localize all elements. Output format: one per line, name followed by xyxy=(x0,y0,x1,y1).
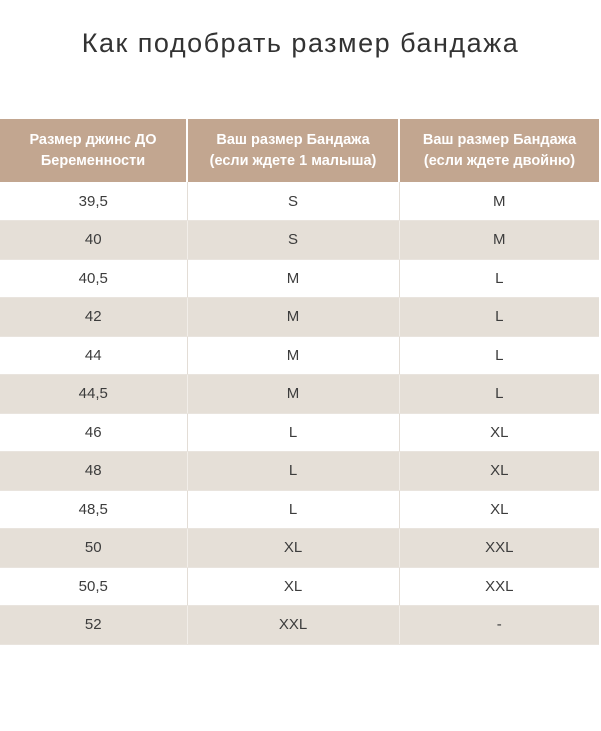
cell-jeans-size: 48 xyxy=(0,452,187,491)
cell-single-baby-size: XL xyxy=(187,567,399,606)
header-line: Ваш размер Бандажа xyxy=(216,131,370,148)
header-line: (если ждете двойню) xyxy=(423,152,576,169)
cell-jeans-size: 42 xyxy=(0,298,187,337)
cell-jeans-size: 50,5 xyxy=(0,567,187,606)
table-row xyxy=(0,567,599,606)
cell-twins-size: M xyxy=(399,182,599,221)
cell-twins-size: M xyxy=(399,221,599,260)
table-row xyxy=(0,298,599,337)
cell-single-baby-size: M xyxy=(187,298,399,337)
cell-jeans-size: 39,5 xyxy=(0,182,187,221)
cell-jeans-size: 50 xyxy=(0,529,187,568)
cell-single-baby-size: M xyxy=(187,259,399,298)
cell-twins-size: XL xyxy=(399,490,599,529)
cell-twins-size: XL xyxy=(399,452,599,491)
cell-twins-size: XL xyxy=(399,413,599,452)
header-line: (если ждете 1 малыша) xyxy=(209,152,377,169)
page-title: Как подобрать размер бандажа xyxy=(81,28,520,58)
table-row xyxy=(0,606,599,645)
cell-jeans-size: 52 xyxy=(0,606,187,645)
table-row xyxy=(0,529,599,568)
size-chart-table xyxy=(0,119,599,645)
table-header-row xyxy=(0,119,599,182)
cell-twins-size: L xyxy=(399,375,599,414)
table-row xyxy=(0,336,599,375)
table-row xyxy=(0,452,599,491)
header-line: Размер джинс ДО xyxy=(29,131,157,148)
cell-single-baby-size: XXL xyxy=(187,606,399,645)
cell-single-baby-size: L xyxy=(187,452,399,491)
cell-twins-size: XXL xyxy=(399,529,599,568)
cell-single-baby-size: L xyxy=(187,490,399,529)
header-line: Беременности xyxy=(40,152,146,169)
cell-single-baby-size: M xyxy=(187,336,399,375)
cell-twins-size: L xyxy=(399,336,599,375)
cell-single-baby-size: XL xyxy=(187,529,399,568)
cell-twins-size: XXL xyxy=(399,567,599,606)
cell-jeans-size: 46 xyxy=(0,413,187,452)
table-row xyxy=(0,259,599,298)
header-jeans-size xyxy=(0,119,187,182)
table-body xyxy=(0,182,599,644)
table-row xyxy=(0,375,599,414)
cell-jeans-size: 44,5 xyxy=(0,375,187,414)
table-row xyxy=(0,490,599,529)
cell-twins-size: L xyxy=(399,259,599,298)
cell-twins-size: - xyxy=(399,606,599,645)
table-row xyxy=(0,182,599,221)
header-twins-size xyxy=(399,119,599,182)
table-row xyxy=(0,221,599,260)
cell-single-baby-size: S xyxy=(187,221,399,260)
cell-jeans-size: 48,5 xyxy=(0,490,187,529)
cell-jeans-size: 44 xyxy=(0,336,187,375)
table-row xyxy=(0,413,599,452)
cell-jeans-size: 40,5 xyxy=(0,259,187,298)
cell-single-baby-size: S xyxy=(187,182,399,221)
cell-twins-size: L xyxy=(399,298,599,337)
header-line: Ваш размер Бандажа xyxy=(422,131,577,148)
header-single-baby-size xyxy=(187,119,399,182)
cell-single-baby-size: M xyxy=(187,375,399,414)
cell-jeans-size: 40 xyxy=(0,221,187,260)
cell-single-baby-size: L xyxy=(187,413,399,452)
